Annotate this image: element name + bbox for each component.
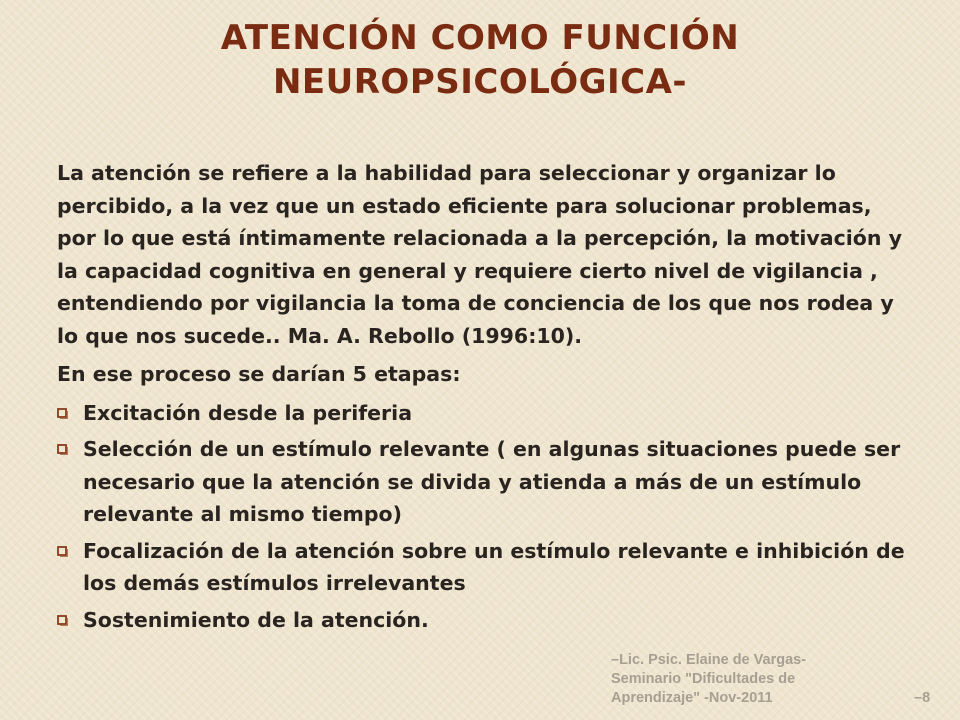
page-number: –8 [914, 690, 931, 706]
stage-item [57, 535, 917, 600]
slide-title [60, 16, 900, 104]
slide-body [57, 157, 917, 640]
stages-list [57, 397, 917, 637]
footer-credit: –Lic. Psic. Elaine de Vargas- Seminario "Dificultades de Aprendizaje" -Nov-2011 [611, 652, 807, 706]
stage-text: Focalización de la atención sobre un estímulo relevante e inhibición de los demás estímulos irrelevantes [83, 538, 905, 595]
stage-item [57, 604, 917, 637]
stage-text: Selección de un estímulo relevante ( en algunas situaciones puede ser necesario que la atención se divida y atienda a más de un estímulo relevante al mismo tiempo) [83, 437, 901, 526]
hollow-square-bullet-icon [57, 546, 68, 557]
hollow-square-bullet-icon [57, 615, 68, 626]
hollow-square-bullet-icon [57, 444, 68, 455]
stage-item [57, 433, 917, 531]
slide-title-line-1: ATENCIÓN COMO FUNCIÓN [220, 18, 740, 58]
slide-title-line-2: NEUROPSICOLÓGICA- [272, 62, 688, 102]
stage-item [57, 397, 917, 430]
stage-text: Excitación desde la periferia [83, 400, 413, 425]
stages-intro: En ese proceso se darían 5 etapas: [57, 362, 461, 386]
definition-paragraph: La atención se refiere a la habilidad para seleccionar y organizar lo percibido, a la vez que un estado eficiente para solucionar problemas, por lo que está íntimamente relacionada a la percepción, la motivación y la capacidad cognitiva en general y requiere cierto nivel de vigilancia , entendiendo por vigilancia la toma de conciencia de los que nos rodea y lo que nos sucede.. Ma. A. Rebollo (1996:10). [57, 161, 902, 348]
stage-text: Sostenimiento de la atención. [83, 607, 429, 632]
hollow-square-bullet-icon [57, 408, 68, 419]
